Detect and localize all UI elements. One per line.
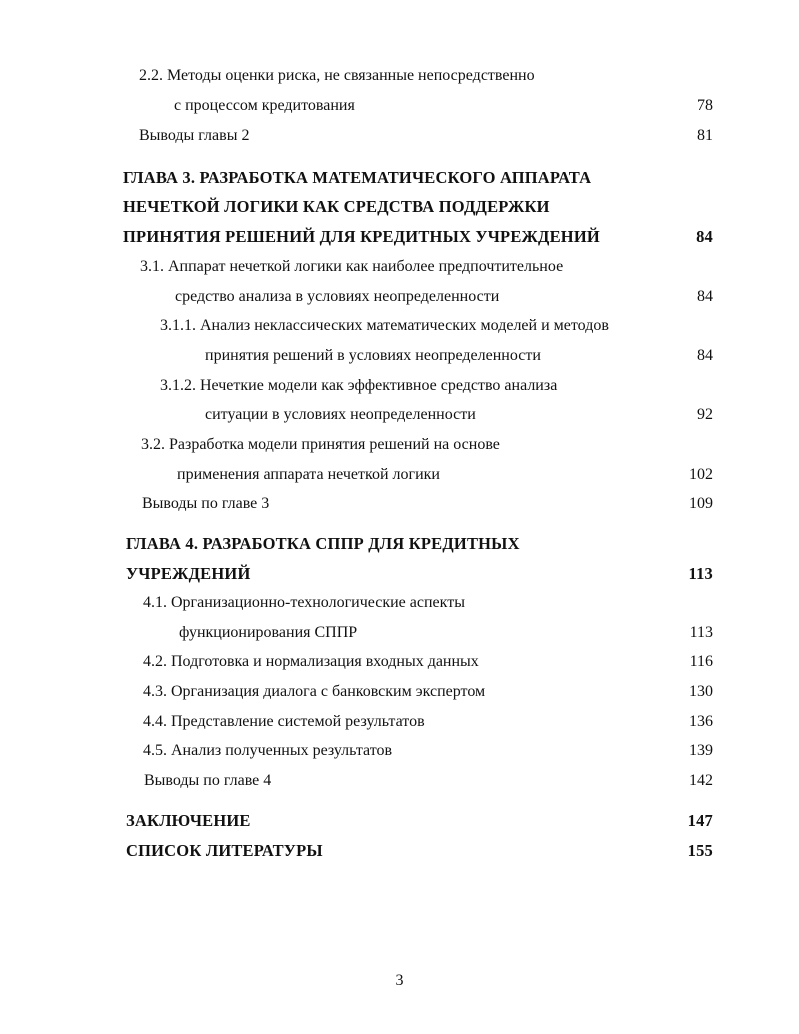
toc-chapter-4-conclusions-page: 142 <box>689 772 713 789</box>
toc-section-3-1-1-line2: принятия решений в условиях неопределенности <box>205 347 541 364</box>
toc-section-4-2-page: 116 <box>689 653 713 670</box>
page-number: 3 <box>395 972 404 989</box>
toc-chapter-3-conclusions-page: 109 <box>689 495 713 512</box>
toc-section-3-2-line1: 3.2. Разработка модели принятия решений на основе <box>141 436 500 453</box>
toc-section-2-2-line1: 2.2. Методы оценки риска, не связанные непосредственно <box>139 67 535 84</box>
toc-section-3-1-page: 84 <box>697 288 713 305</box>
toc-section-3-1-2-page: 92 <box>697 406 713 423</box>
toc-chapter-4-conclusions: Выводы по главе 4 <box>144 772 272 789</box>
toc-section-4-1-page: 113 <box>689 624 713 641</box>
toc-chapter-3-line1: ГЛАВА 3. РАЗРАБОТКА МАТЕМАТИЧЕСКОГО АППАРАТА <box>123 168 592 187</box>
toc-references-page: 155 <box>687 841 713 860</box>
toc-section-4-4: 4.4. Представление системой результатов <box>143 713 425 730</box>
toc-conclusion-page: 147 <box>687 811 713 830</box>
toc-chapter-4-line2: УЧРЕЖДЕНИЙ <box>126 564 251 583</box>
toc-section-3-1-2-line1: 3.1.2. Нечеткие модели как эффективное средство анализа <box>160 377 558 394</box>
toc-section-4-5: 4.5. Анализ полученных результатов <box>143 742 393 759</box>
toc-section-2-2-line2: с процессом кредитования <box>174 97 355 114</box>
toc-chapter-2-conclusions-page: 81 <box>697 127 713 144</box>
toc-section-3-1-line1: 3.1. Аппарат нечеткой логики как наиболее предпочтительное <box>140 258 564 275</box>
toc-chapter-3-conclusions: Выводы по главе 3 <box>142 495 270 512</box>
toc-section-3-1-line2: средство анализа в условиях неопределенности <box>175 288 500 305</box>
toc-chapter-3-page: 84 <box>696 227 713 246</box>
toc-references: СПИСОК ЛИТЕРАТУРЫ <box>126 841 323 860</box>
toc-section-3-2-page: 102 <box>689 466 713 483</box>
toc-section-4-4-page: 136 <box>689 713 713 730</box>
toc-chapter-2-conclusions: Выводы главы 2 <box>139 127 250 144</box>
toc-section-4-5-page: 139 <box>689 742 713 759</box>
toc-section-4-1-line1: 4.1. Организационно-технологические аспекты <box>143 594 465 611</box>
toc-section-4-2: 4.2. Подготовка и нормализация входных данных <box>143 653 479 670</box>
toc-section-3-2-line2: применения аппарата нечеткой логики <box>177 466 440 483</box>
toc-section-3-1-1-line1: 3.1.1. Анализ неклассических математических моделей и методов <box>160 317 609 334</box>
toc-section-3-1-1-page: 84 <box>697 347 713 364</box>
toc-chapter-3-line3: ПРИНЯТИЯ РЕШЕНИЙ ДЛЯ КРЕДИТНЫХ УЧРЕЖДЕНИЙ <box>123 227 600 246</box>
toc-section-4-3-page: 130 <box>689 683 713 700</box>
toc-chapter-4-line1: ГЛАВА 4. РАЗРАБОТКА СППР ДЛЯ КРЕДИТНЫХ <box>126 534 520 553</box>
toc-chapter-3-line2: НЕЧЕТКОЙ ЛОГИКИ КАК СРЕДСТВА ПОДДЕРЖКИ <box>123 197 550 216</box>
toc-chapter-4-page: 113 <box>688 564 713 583</box>
toc-conclusion: ЗАКЛЮЧЕНИЕ <box>126 811 251 830</box>
toc-section-4-1-line2: функционирования СППР <box>179 624 358 641</box>
toc-section-4-3: 4.3. Организация диалога с банковским экспертом <box>143 683 486 700</box>
toc-section-2-2-page: 78 <box>697 97 713 114</box>
toc-section-3-1-2-line2: ситуации в условиях неопределенности <box>205 406 476 423</box>
